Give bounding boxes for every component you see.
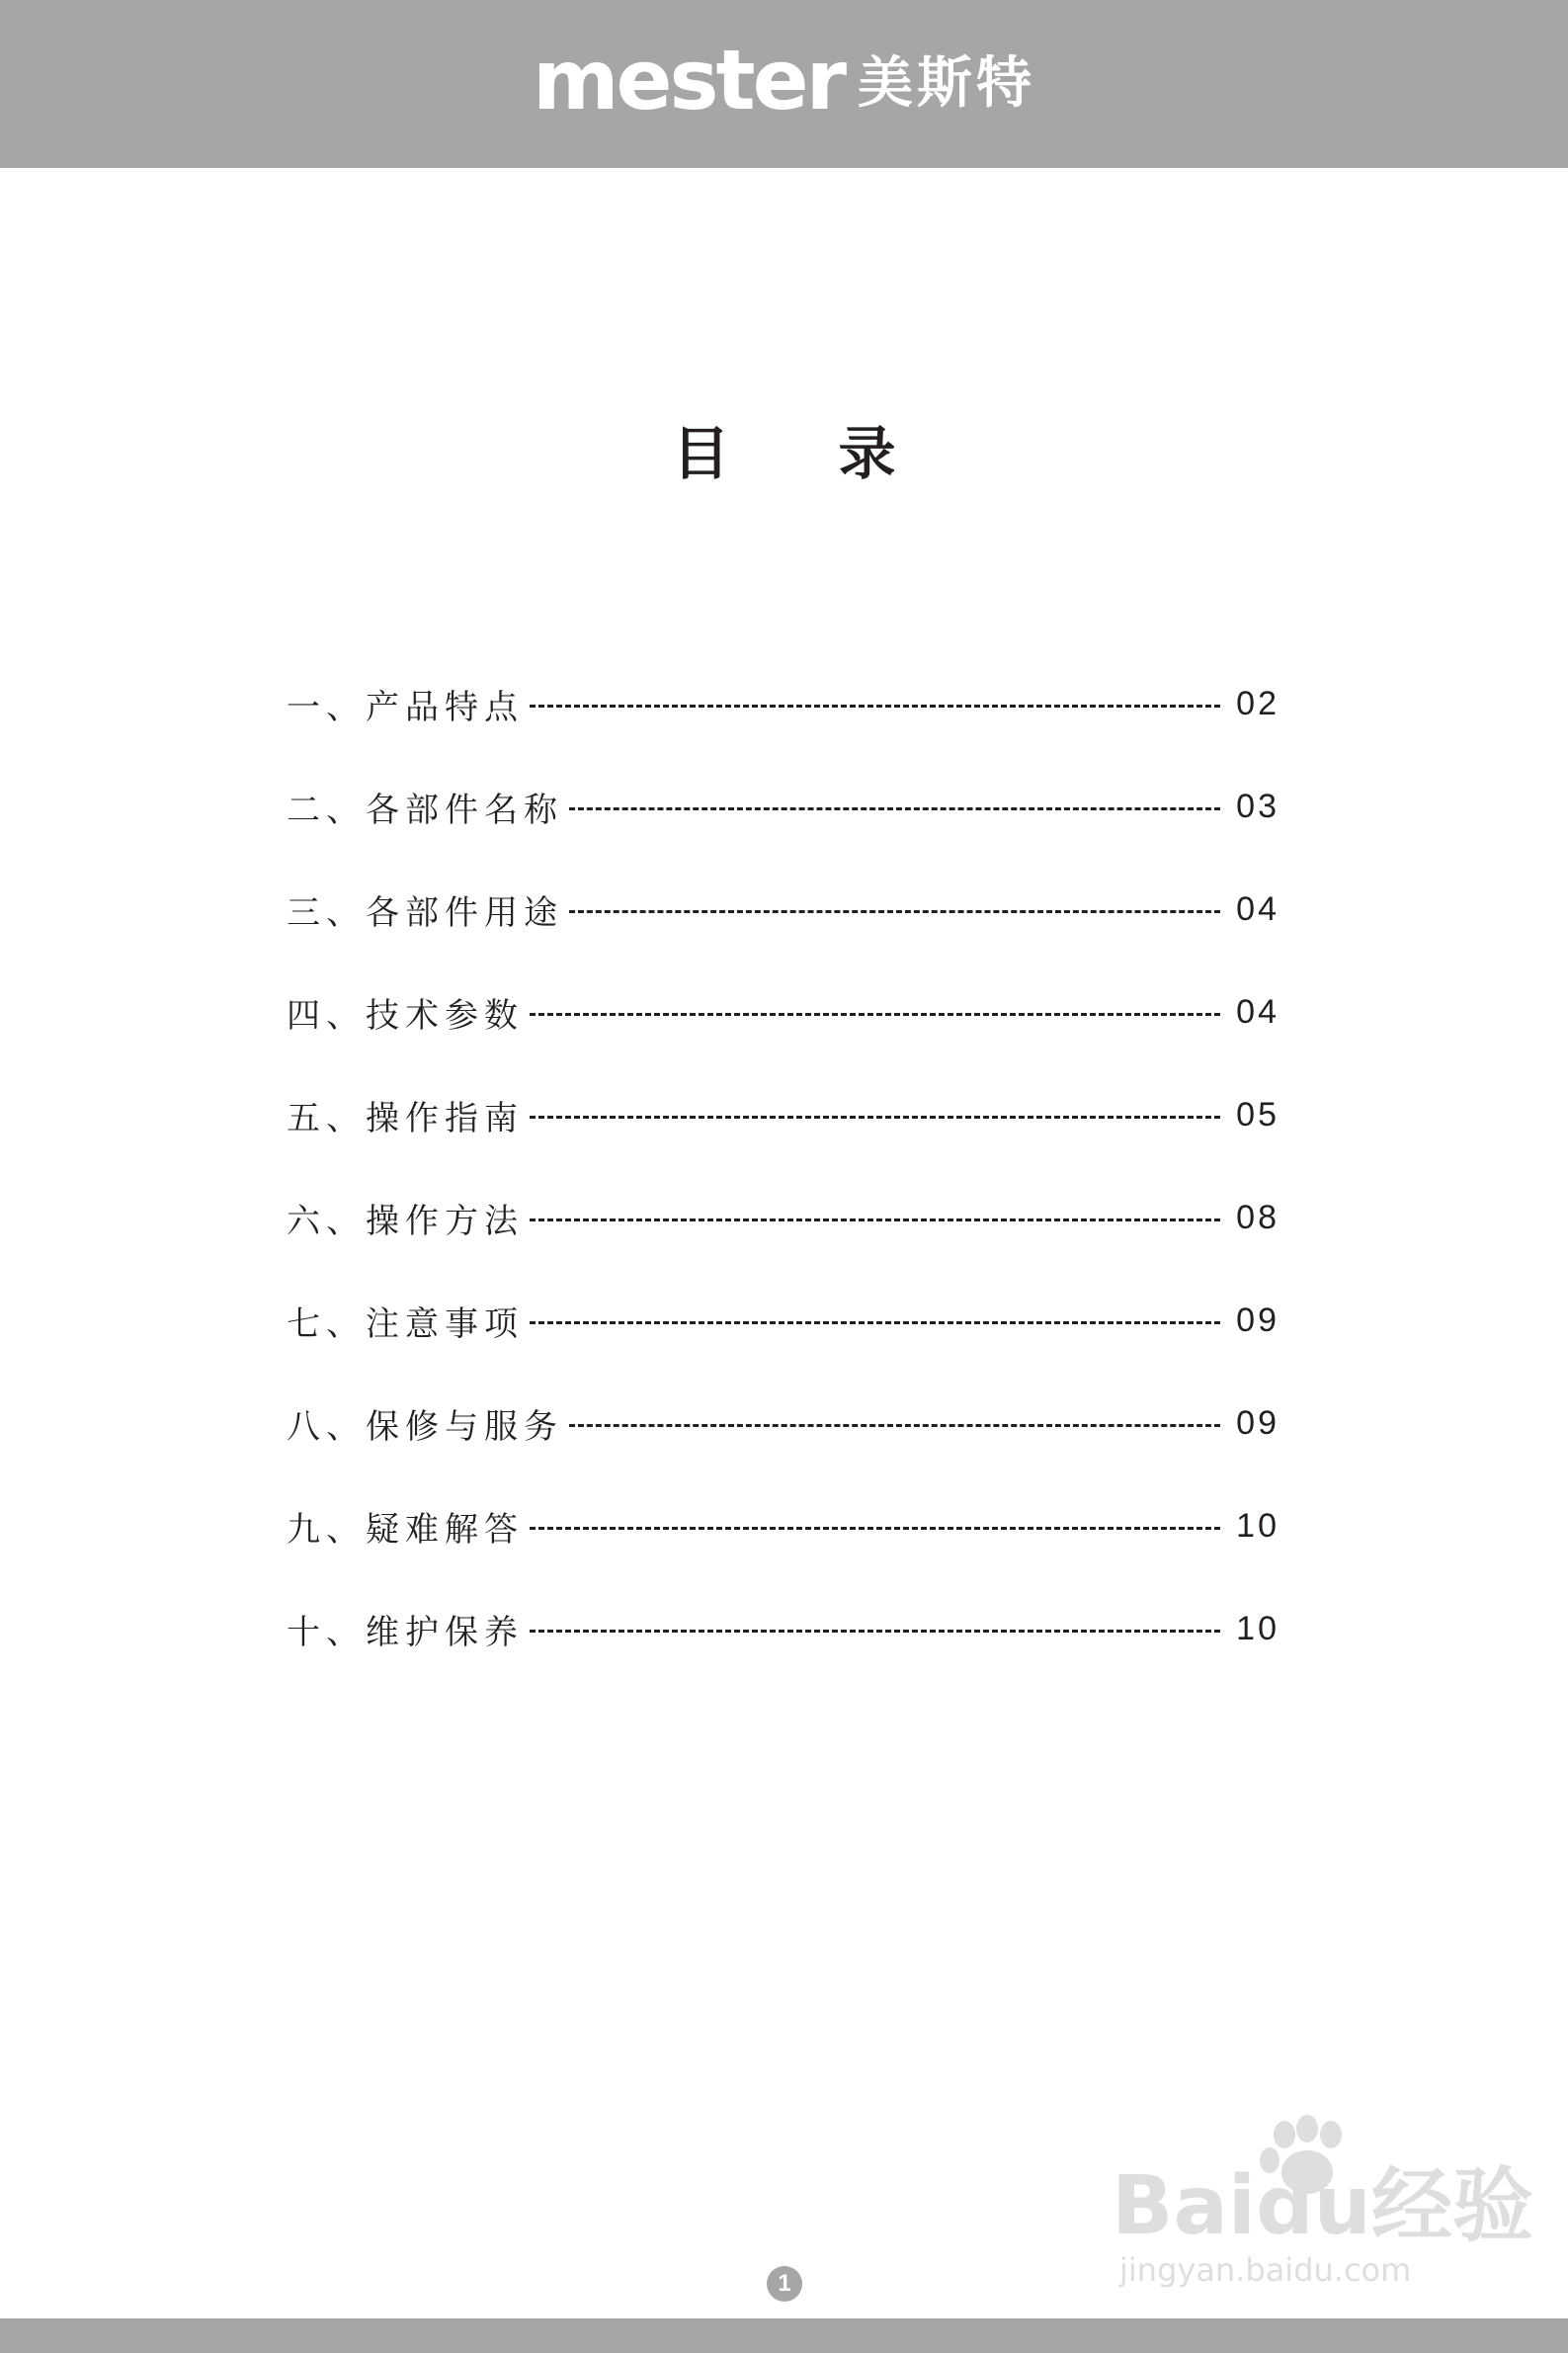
brand-chinese-name: 美斯特 (858, 51, 1036, 116)
brand-logo (0, 0, 1568, 168)
toc-entry-label: 三、各部件用途 (287, 892, 563, 933)
toc-leader-line (530, 1630, 1220, 1633)
toc-leader-line (530, 1219, 1220, 1221)
toc-leader-line (569, 807, 1220, 810)
page-title: 目录 (672, 420, 1005, 487)
toc-entry[interactable] (287, 961, 1279, 1063)
toc-entry-label: 五、操作指南 (287, 1098, 524, 1138)
toc-entry[interactable] (287, 1372, 1279, 1474)
toc-leader-line (530, 1321, 1220, 1324)
toc-leader-line (530, 1116, 1220, 1119)
toc-entry-page: 09 (1236, 1403, 1279, 1442)
toc-leader-line (530, 1527, 1220, 1530)
toc-entry[interactable] (287, 1474, 1279, 1577)
toc-leader-line (569, 910, 1220, 913)
toc-entry-label: 十、维护保养 (287, 1612, 524, 1652)
toc-entry-page: 02 (1236, 684, 1279, 722)
table-of-contents (287, 652, 1279, 1680)
toc-entry-label: 七、注意事项 (287, 1303, 524, 1344)
toc-entry-page: 05 (1236, 1095, 1279, 1134)
toc-entry-label: 八、保修与服务 (287, 1406, 563, 1447)
toc-entry[interactable] (287, 1269, 1279, 1372)
toc-entry[interactable] (287, 1577, 1279, 1680)
toc-leader-line (530, 1013, 1220, 1016)
toc-entry-label: 二、各部件名称 (287, 790, 563, 830)
toc-entry-label: 九、疑难解答 (287, 1509, 524, 1550)
page-number: 1 (767, 2266, 802, 2302)
baidu-jingyan-watermark (1112, 2115, 1534, 2293)
toc-entry[interactable] (287, 1166, 1279, 1269)
toc-entry[interactable] (287, 652, 1279, 755)
watermark-brand: Baidu经验 (1112, 2159, 1534, 2253)
toc-entry-page: 04 (1236, 992, 1279, 1031)
toc-leader-line (569, 1424, 1220, 1427)
toc-entry[interactable] (287, 755, 1279, 858)
toc-entry-page: 09 (1236, 1301, 1279, 1339)
toc-entry-page: 04 (1236, 889, 1279, 928)
toc-leader-line (530, 705, 1220, 708)
toc-entry[interactable] (287, 858, 1279, 961)
toc-entry-page: 10 (1236, 1609, 1279, 1647)
toc-entry-page: 08 (1236, 1198, 1279, 1236)
watermark-url: jingyan.baidu.com (1119, 2251, 1412, 2289)
toc-entry-label: 四、技术参数 (287, 995, 524, 1036)
toc-entry-label: 六、操作方法 (287, 1201, 524, 1241)
toc-entry-page: 03 (1236, 787, 1279, 825)
toc-entry[interactable] (287, 1063, 1279, 1166)
toc-entry-label: 一、产品特点 (287, 687, 524, 727)
footer-band (0, 2318, 1568, 2353)
toc-entry-page: 10 (1236, 1506, 1279, 1545)
brand-wordmark: mester (532, 32, 845, 128)
